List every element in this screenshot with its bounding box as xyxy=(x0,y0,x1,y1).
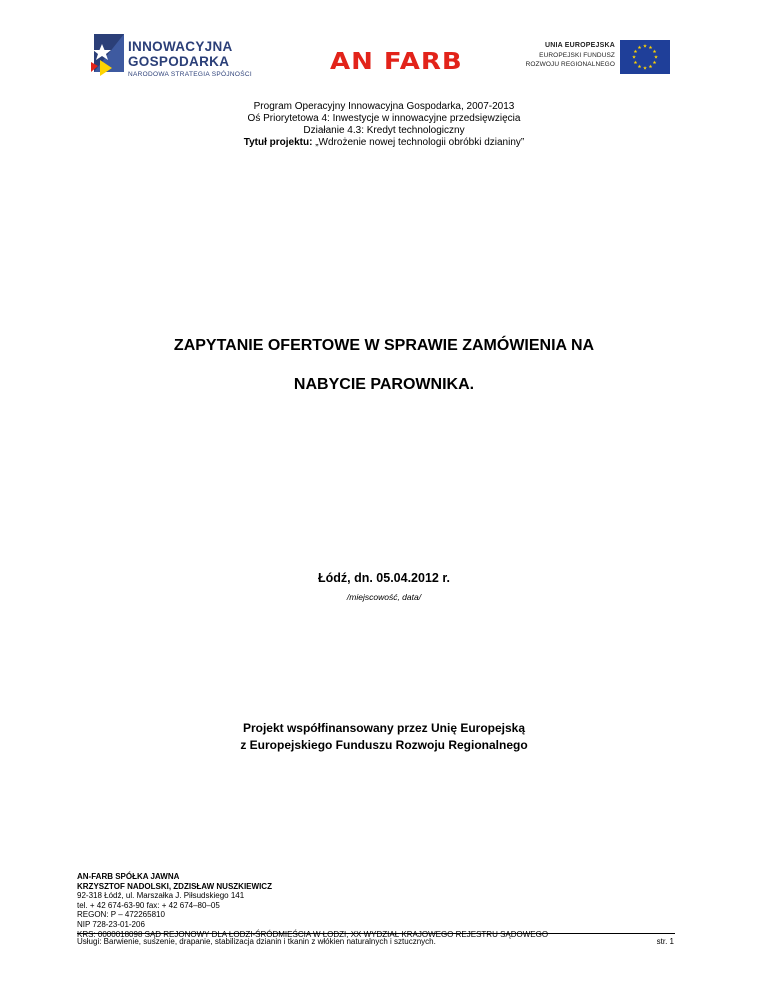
priority-axis-line: Oś Priorytetowa 4: Inwestycje w innowacyjne przedsięwzięcia xyxy=(247,113,521,124)
eu-logo xyxy=(525,40,670,76)
document-title-line1: ZAPYTANIE OFERTOWE W SPRAWIE ZAMÓWIENIA NA xyxy=(173,337,595,354)
eu-flag-icon xyxy=(620,40,670,74)
innowacyjna-logo-line3: NARODOWA STRATEGIA SPÓJNOŚCI xyxy=(128,71,252,78)
company-krs: KRS: 0000018098 SĄD REJONOWY DLA ŁODZI-ŚRÓDMIEŚCIA W ŁODZI, XX WYDZIAŁ KRAJOWEGO REJESTRU SĄDOWEGO xyxy=(77,929,549,939)
company-name: AN-FARB SPÓŁKA JAWNA xyxy=(77,872,180,881)
eu-logo-line1: UNIA EUROPEJSKA xyxy=(544,42,615,49)
document-title xyxy=(0,336,768,395)
anfarb-logo xyxy=(330,47,463,77)
company-regon: REGON: P – 472265810 xyxy=(77,910,165,920)
innowacyjna-gospodarka-logo xyxy=(90,32,250,80)
innowacyjna-logo-line1: INNOWACYJNA xyxy=(128,39,233,54)
company-owners: KRZYSZTOF NADOLSKI, ZDZISŁAW NUSZKIEWICZ xyxy=(77,881,272,891)
company-phone: tel. + 42 674-63-90 fax: + 42 674–80–05 xyxy=(77,900,220,910)
innowacyjna-gospodarka-emblem-icon xyxy=(90,32,126,78)
company-nip: NIP 728-23-01-206 xyxy=(77,919,145,929)
footer-divider xyxy=(77,933,675,934)
program-header xyxy=(0,101,768,149)
company-address: 92-318 Łódź, ul. Marszałka J. Piłsudskiego 141 xyxy=(77,891,245,901)
document-title-line2: NABYCIE PAROWNIKA. xyxy=(293,376,475,393)
cofinancing-line2: z Europejskiego Funduszu Rozwoju Regionalnego xyxy=(240,738,528,752)
company-info xyxy=(77,872,548,939)
project-title-line xyxy=(0,137,768,149)
measure-line: Działanie 4.3: Kredyt technologiczny xyxy=(303,125,465,136)
page-number: str. 1 xyxy=(656,937,674,946)
anfarb-logo-text: AN FARB xyxy=(330,48,463,76)
footer-services: Usługi: Barwienie, suszenie, drapanie, stabilizacja dzianin i tkanin z włókien naturalnych i sztucznych. xyxy=(77,937,436,946)
place-date: Łódź, dn. 05.04.2012 r. xyxy=(317,571,450,585)
place-date-note: /miejscowość, data/ xyxy=(346,592,422,602)
innowacyjna-logo-line2: GOSPODARKA xyxy=(128,54,230,69)
cofinancing-statement xyxy=(0,720,768,754)
cofinancing-line1: Projekt współfinansowany przez Unię Europejską xyxy=(242,721,526,735)
project-title-label: Tytuł projektu: xyxy=(243,137,313,148)
project-title-value: „Wdrożenie nowej technologii obróbki dzianiny” xyxy=(312,137,525,148)
program-line: Program Operacyjny Innowacyjna Gospodarka, 2007-2013 xyxy=(253,101,515,112)
eu-logo-line2: EUROPEJSKI FUNDUSZ xyxy=(539,52,615,59)
eu-logo-line3: ROZWOJU REGIONALNEGO xyxy=(525,61,615,68)
